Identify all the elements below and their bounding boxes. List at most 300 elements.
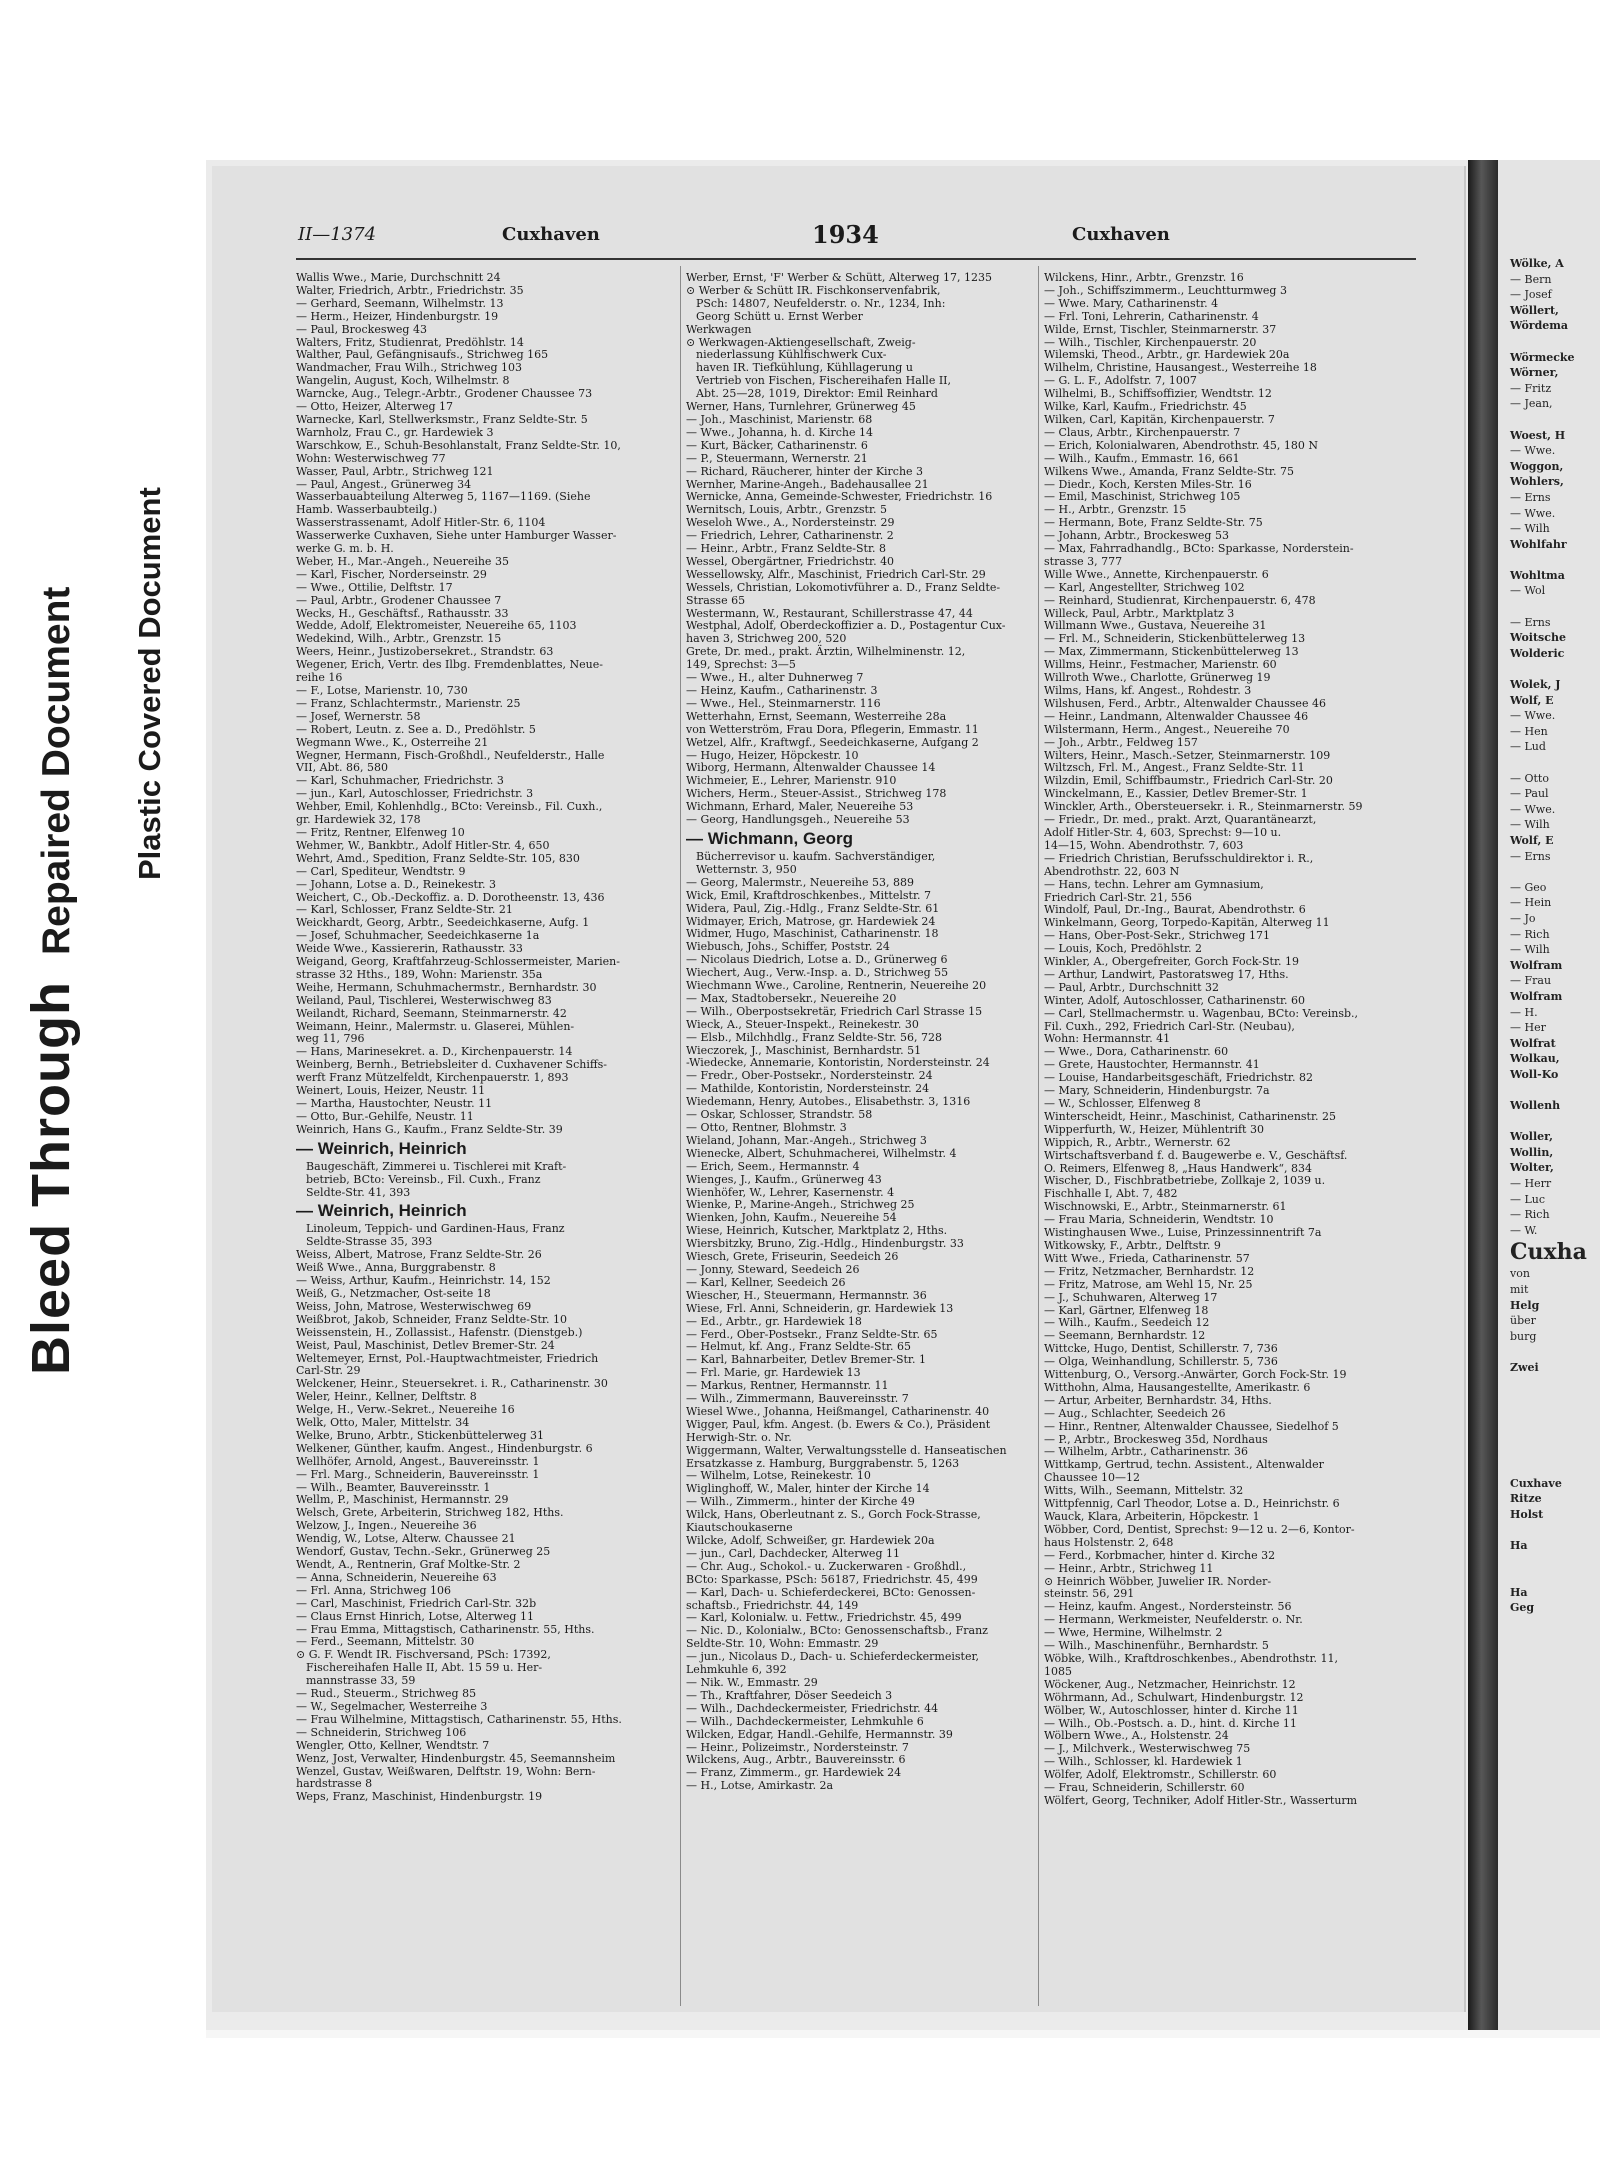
bleed-through-text: Bleed Through xyxy=(21,981,81,1375)
column-1 xyxy=(296,272,674,1804)
directory-entry: Warnecke, Karl, Stellwerksmstr., Franz Seldte-Str. 5 xyxy=(296,412,588,426)
adjacent-page-fragment: — Fritz xyxy=(1510,381,1552,395)
adjacent-page-fragment: — Jo xyxy=(1510,911,1536,925)
adjacent-page-fragment xyxy=(1498,1522,1600,1538)
directory-entry: Walther, Paul, Gefängnisaufs., Strichweg 165 xyxy=(296,348,549,362)
adjacent-page-fragment: Wöllert, xyxy=(1510,303,1559,317)
directory-entry: Wohn: Westerwischweg 77 xyxy=(296,451,446,465)
directory-entry: — Ferd., Ober-Postsekr., Franz Seldte-Str. 65 xyxy=(686,1327,938,1341)
adjacent-page-fragment: — Frau xyxy=(1510,974,1552,988)
directory-entry: — Hermann, Bote, Franz Seldte-Str. 75 xyxy=(1044,516,1263,530)
book-gutter xyxy=(1468,160,1498,2030)
adjacent-page-fragment: Zwei xyxy=(1510,1360,1539,1374)
directory-entry: — Claus Ernst Hinrich, Lotse, Alterweg 11 xyxy=(296,1609,534,1623)
directory-entry: — P., Steuermann, Wernerstr. 21 xyxy=(686,451,868,465)
directory-entry: Wilcke, Adolf, Schweißer, gr. Hardewiek 20a xyxy=(686,1534,935,1547)
directory-entry: Wellm, P., Maschinist, Hermannstr. 29 xyxy=(296,1493,509,1507)
directory-entry: — Heinz, Kaufm., Catharinenstr. 3 xyxy=(686,684,878,697)
directory-entry: — Karl, Gärtner, Elfenweg 18 xyxy=(1044,1303,1209,1317)
directory-entry: Wöbke, Wilh., Kraftdroschkenbes., Abendrothstr. 11, xyxy=(1044,1651,1339,1665)
directory-entry: Witthohn, Alma, Hausangestellte, Amerikastr. 6 xyxy=(1044,1380,1311,1394)
column-2 xyxy=(686,272,1064,1793)
directory-entry: — Th., Kraftfahrer, Döser Seedeich 3 xyxy=(686,1688,893,1702)
directory-entry: Wilms, Hans, kf. Angest., Rohdestr. 3 xyxy=(1044,684,1252,697)
directory-entry: — Wwe., Ottilie, Delftstr. 17 xyxy=(296,580,453,594)
directory-entry: VII, Abt. 86, 580 xyxy=(296,761,389,775)
adjacent-page-fragment: Wohlfahr xyxy=(1510,537,1567,551)
directory-entry: — Wilh., Oberpostsekretär, Friedrich Carl Strasse 15 xyxy=(686,1004,983,1018)
directory-entry: Werber, Ernst, 'F' Werber & Schütt, Alterweg 17, 1235 xyxy=(686,272,992,284)
directory-entry: Carl-Str. 29 xyxy=(296,1364,361,1378)
adjacent-page-fragment: Wolfram xyxy=(1510,989,1563,1003)
directory-entry: — Helmut, kf. Ang., Franz Seldte-Str. 65 xyxy=(686,1340,912,1354)
adjacent-page-fragment xyxy=(1498,1114,1600,1130)
plastic-covered-label: Plastic Covered Document xyxy=(132,487,167,880)
directory-entry: Windolf, Paul, Dr.-Ing., Baurat, Abendrothstr. 6 xyxy=(1044,903,1306,917)
directory-entry: Wöhrmann, Ad., Schulwart, Hindenburgstr. 12 xyxy=(1044,1690,1304,1704)
directory-entry: Wölfert, Georg, Techniker, Adolf Hitler-Str., Wasserturm xyxy=(1044,1793,1358,1807)
directory-entry: — Friedrich, Lehrer, Catharinenstr. 2 xyxy=(686,529,894,543)
header-rule xyxy=(296,258,1416,260)
directory-entry: — Mary, Schneiderin, Hindenburgstr. 7a xyxy=(1044,1084,1270,1098)
directory-entry: — Joh., Maschinist, Marienstr. 68 xyxy=(686,412,873,426)
directory-entry: Willms, Heinr., Festmacher, Marienstr. 60 xyxy=(1044,658,1277,672)
adjacent-page-fragment: Wördema xyxy=(1510,319,1569,333)
directory-entry: Wichers, Herm., Steuer-Assist., Strichweg 178 xyxy=(686,787,947,801)
directory-entry: Weinberg, Bernh., Betriebsleiter d. Cuxhavener Schiffs- xyxy=(296,1058,608,1072)
adjacent-page-fragment: — Her xyxy=(1510,1021,1546,1035)
directory-entry: Wienken, John, Kaufm., Neuereihe 54 xyxy=(686,1211,897,1225)
directory-entry: Wilckens, Aug., Arbtr., Bauvereinsstr. 6 xyxy=(686,1753,906,1767)
directory-entry: Wendt, A., Rentnerin, Graf Moltke-Str. 2 xyxy=(296,1558,521,1571)
directory-entry: — Max, Stadtobersekr., Neuereihe 20 xyxy=(686,991,897,1005)
directory-entry: Willroth Wwe., Charlotte, Grünerweg 19 xyxy=(1044,671,1271,685)
directory-entry: haus Holstenstr. 2, 648 xyxy=(1044,1535,1174,1549)
directory-entry: Wienges, J., Kaufm., Grünerweg 43 xyxy=(686,1172,882,1186)
directory-entry: Winckler, Arth., Obersteuersekr. i. R., Steinmarnerstr. 59 xyxy=(1044,800,1363,814)
directory-entry: Wilkens Wwe., Amanda, Franz Seldte-Str. 75 xyxy=(1044,464,1294,478)
directory-entry: — Frl. Marg., Schneiderin, Bauvereinsstr. 1 xyxy=(296,1467,540,1481)
directory-entry: — Karl, Schlosser, Franz Seldte-Str. 21 xyxy=(296,903,513,917)
directory-entry: Wittpfennig, Carl Theodor, Lotse a. D., Heinrichstr. 6 xyxy=(1044,1497,1340,1511)
directory-entry: — Karl, Angestellter, Strichweg 102 xyxy=(1044,580,1245,594)
directory-entry: ⊙ Werber & Schütt IR. Fischkonservenfabrik, xyxy=(686,283,941,297)
directory-entry: hardstrasse 8 xyxy=(296,1777,373,1791)
directory-entry: — Wilh., Tischler, Kirchenpauerstr. 20 xyxy=(1044,335,1257,349)
directory-entry: Weseloh Wwe., A., Nordersteinstr. 29 xyxy=(686,516,895,530)
directory-entry: Fil. Cuxh., 292, Friedrich Carl-Str. (Neubau), xyxy=(1044,1019,1295,1033)
directory-entry: — Karl, Kolonialw. u. Fettw., Friedrichstr. 45, 499 xyxy=(686,1611,962,1625)
directory-entry: Weihe, Hermann, Schuhmachermstr., Bernhardstr. 30 xyxy=(296,980,597,994)
adjacent-page-fragment: — Wwe. xyxy=(1510,444,1556,458)
directory-entry: O. Reimers, Elfenweg 8, „Haus Handwerk“, 834 xyxy=(1044,1161,1312,1175)
directory-entry: Wilters, Heinr., Masch.-Setzer, Steinmarnerstr. 109 xyxy=(1044,748,1331,762)
directory-entry: Wehmer, W., Bankbtr., Adolf Hitler-Str. 4, 650 xyxy=(296,838,550,852)
directory-entry: — Frau Maria, Schneiderin, Wendtstr. 10 xyxy=(1044,1213,1274,1227)
directory-entry: — Artur, Arbeiter, Bernhardstr. 34, Hths. xyxy=(1044,1393,1272,1407)
directory-entry: — Heinr., Arbtr., Strichweg 11 xyxy=(1044,1561,1214,1575)
directory-entry: reihe 16 xyxy=(296,671,343,685)
directory-entry: Wegener, Erich, Vertr. des Ilbg. Fremdenblattes, Neue- xyxy=(296,658,603,672)
directory-entry: — Carl, Maschinist, Friedrich Carl-Str. 32b xyxy=(296,1596,537,1610)
directory-entry: — Ed., Arbtr., gr. Hardewiek 18 xyxy=(686,1314,862,1328)
directory-entry: — Wwe., H., alter Duhnerweg 7 xyxy=(686,671,864,685)
directory-entry: Walters, Fritz, Studienrat, Predöhlstr. 14 xyxy=(296,335,524,349)
directory-entry: — Franz, Schlachtermstr., Marienstr. 25 xyxy=(296,696,521,710)
directory-entry: — F., Lotse, Marienstr. 10, 730 xyxy=(296,684,468,697)
directory-entry: Wilken, Carl, Kapitän, Kirchenpauerstr. 7 xyxy=(1044,412,1275,426)
directory-entry: Wiechmann Wwe., Caroline, Rentnerin, Neuereihe 20 xyxy=(686,979,987,993)
directory-entry: — Hans, Marinesekret. a. D., Kirchenpauerstr. 14 xyxy=(296,1045,573,1059)
directory-entry: Vertrieb von Fischen, Fischereihafen Halle II, xyxy=(696,374,952,388)
adjacent-page-fragment: Wolkau, xyxy=(1510,1052,1560,1066)
directory-entry: Wenz, Jost, Verwalter, Hindenburgstr. 45, Seemannsheim xyxy=(296,1751,616,1765)
directory-entry: — Georg, Malermstr., Neuereihe 53, 889 xyxy=(686,875,914,889)
directory-entry: Wölbern Wwe., A., Holstenstr. 24 xyxy=(1044,1729,1229,1743)
directory-entry: Wenzel, Gustav, Weißwaren, Delftstr. 19, Wohn: Bern- xyxy=(296,1764,596,1778)
directory-entry: — Wilh., Ob.-Postsch. a. D., hint. d. Kirche 11 xyxy=(1044,1716,1297,1730)
directory-entry: Wehber, Emil, Kohlenhdlg., BCto: Vereinsb., Fil. Cuxh., xyxy=(296,800,603,814)
adjacent-page-fragment: — Rich xyxy=(1510,1208,1550,1222)
directory-entry: Wiggermann, Walter, Verwaltungsstelle d. Hanseatischen xyxy=(686,1443,1007,1457)
adjacent-page-fragment: Wolfrat xyxy=(1510,1036,1556,1050)
adjacent-page-fragment: burg xyxy=(1510,1329,1537,1343)
adjacent-page-fragment xyxy=(1498,1344,1600,1360)
adjacent-page-fragment: — Otto xyxy=(1510,771,1549,785)
directory-entry: Wiescher, H., Steuermann, Hermannstr. 36 xyxy=(686,1288,927,1302)
directory-entry: ⊙ Heinrich Wöbber, Juwelier IR. Norder- xyxy=(1044,1574,1272,1588)
directory-entry: Wilde, Ernst, Tischler, Steinmarnerstr. 37 xyxy=(1044,322,1277,336)
directory-entry: Herwigh-Str. o. Nr. xyxy=(686,1430,792,1444)
directory-entry: Wieck, A., Steuer-Inspekt., Reinekestr. 30 xyxy=(686,1017,919,1031)
adjacent-page-fragment: Wolf, E xyxy=(1510,833,1554,847)
directory-entry: — Heinr., Arbtr., Franz Seldte-Str. 8 xyxy=(686,542,887,556)
directory-entry: Wernitsch, Louis, Arbtr., Grenzstr. 5 xyxy=(686,503,887,517)
directory-entry: Wernher, Marine-Angeh., Badehausallee 21 xyxy=(686,477,929,491)
directory-entry: Bücherrevisor u. kaufm. Sachverständiger, xyxy=(696,849,936,863)
directory-entry: — Louis, Koch, Predöhlstr. 2 xyxy=(1044,942,1202,956)
directory-entry: Fischereihafen Halle II, Abt. 15 59 u. Her- xyxy=(306,1661,543,1675)
directory-entry: Wiebusch, Johs., Schiffer, Poststr. 24 xyxy=(686,940,890,954)
directory-entry: Wasserstrassenamt, Adolf Hitler-Str. 6, 1104 xyxy=(296,516,546,530)
adjacent-page-fragment: — Wwe. xyxy=(1510,506,1556,520)
directory-entry: Weps, Franz, Maschinist, Hindenburgstr. 19 xyxy=(296,1790,543,1804)
directory-entry: — Friedr., Dr. med., prakt. Arzt, Quarantänearzt, xyxy=(1044,813,1317,827)
adjacent-page-fragment: mit xyxy=(1510,1283,1529,1296)
directory-page xyxy=(212,166,1466,2012)
directory-entry: Weißbrot, Jakob, Schneider, Franz Seldte-Str. 10 xyxy=(296,1312,567,1326)
adjacent-page-fragment: Wörner, xyxy=(1510,366,1559,380)
directory-entry: Wauck, Klara, Arbeiterin, Höpckestr. 1 xyxy=(1044,1510,1260,1523)
column-divider xyxy=(680,266,681,2006)
repaired-document-text: Repaired Document xyxy=(35,586,78,956)
directory-entry: Wichmann, Erhard, Maler, Neuereihe 53 xyxy=(686,800,914,814)
directory-entry: gr. Hardewiek 32, 178 xyxy=(296,813,421,827)
adjacent-page-fragment: — Erns xyxy=(1510,615,1551,629)
directory-entry: — Wilh., Beamter, Bauvereinsstr. 1 xyxy=(296,1480,491,1494)
adjacent-page-fragment: Woller, xyxy=(1510,1130,1553,1144)
directory-entry: werft Franz Mützelfeldt, Kirchenpauerstr. 1, 893 xyxy=(296,1071,569,1085)
directory-entry: Winkelmann, Georg, Torpedo-Kapitän, Alterweg 11 xyxy=(1044,916,1330,930)
directory-entry: — Weinrich, Heinrich xyxy=(296,1201,467,1221)
directory-entry: — Aug., Schlachter, Seedeich 26 xyxy=(1044,1406,1226,1420)
directory-entry: — Wwe. Mary, Catharinenstr. 4 xyxy=(1044,296,1219,310)
directory-entry: — Frau Wilhelmine, Mittagstisch, Catharinenstr. 55, Hths. xyxy=(296,1712,622,1726)
directory-entry: Wichmeier, E., Lehrer, Marienstr. 910 xyxy=(686,774,897,788)
directory-entry: Grete, Dr. med., prakt. Ärztin, Wilhelminenstr. 12, xyxy=(686,645,966,659)
directory-entry: Wienhöfer, W., Lehrer, Kasernenstr. 4 xyxy=(686,1185,895,1199)
directory-entry: Wiechert, Aug., Verw.-Insp. a. D., Strichweg 55 xyxy=(686,966,949,980)
bleed-through-label xyxy=(20,587,82,1375)
directory-entry: Weiss, John, Matrose, Westerwischweg 69 xyxy=(296,1299,532,1313)
directory-entry: — Kurt, Bäcker, Catharinenstr. 6 xyxy=(686,438,868,452)
directory-entry: Kiautschoukaserne xyxy=(686,1521,793,1535)
adjacent-page-fragment xyxy=(1498,1082,1600,1098)
directory-entry: betrieb, BCto: Vereinsb., Fil. Cuxh., Franz xyxy=(306,1172,541,1186)
directory-entry: — Wwe., Johanna, h. d. Kirche 14 xyxy=(686,425,873,439)
directory-entry: — Fritz, Netzmacher, Bernhardstr. 12 xyxy=(1044,1264,1255,1278)
directory-entry: — H., Arbtr., Grenzstr. 15 xyxy=(1044,503,1187,517)
directory-entry: Wipperfurth, W., Heizer, Mühlentrift 30 xyxy=(1044,1122,1264,1136)
directory-entry: Fischhalle I, Abt. 7, 482 xyxy=(1044,1187,1178,1201)
directory-entry: Wehrt, Amd., Spedition, Franz Seldte-Str. 105, 830 xyxy=(296,851,580,865)
directory-entry: Welzow, J., Ingen., Neuereihe 36 xyxy=(296,1519,477,1533)
directory-entry: — Jonny, Steward, Seedeich 26 xyxy=(686,1262,860,1276)
directory-entry: mannstrasse 33, 59 xyxy=(306,1674,416,1688)
directory-entry: — Wilh., Kaufm., Emmastr. 16, 661 xyxy=(1044,451,1240,465)
directory-entry: Wille Wwe., Annette, Kirchenpauerstr. 6 xyxy=(1044,567,1269,581)
directory-entry: — Carl, Spediteur, Wendtstr. 9 xyxy=(296,864,466,878)
directory-entry: Linoleum, Teppich- und Gardinen-Haus, Franz xyxy=(306,1222,565,1236)
directory-entry: schaftsb., Friedrichstr. 44, 149 xyxy=(686,1598,859,1612)
directory-entry: — Karl, Kellner, Seedeich 26 xyxy=(686,1275,846,1289)
directory-entry: — Otto, Bur.-Gehilfe, Neustr. 11 xyxy=(296,1109,474,1123)
adjacent-page-fragment: — Luc xyxy=(1510,1192,1546,1206)
directory-entry: Wilzdin, Emil, Schiffbaumstr., Friedrich Carl-Str. 20 xyxy=(1044,774,1333,788)
directory-entry: Weimann, Heinr., Malermstr. u. Glaserei, Mühlen- xyxy=(296,1019,575,1033)
adjacent-page-fragment: Ritze xyxy=(1510,1492,1542,1506)
directory-entry: — Weiss, Arthur, Kaufm., Heinrichstr. 14, 152 xyxy=(296,1274,551,1288)
directory-entry: Widmayer, Erich, Matrose, gr. Hardewiek 24 xyxy=(686,914,936,928)
directory-entry: 149, Sprechst: 3—5 xyxy=(686,658,796,672)
adjacent-page-fragment: — W. xyxy=(1510,1223,1538,1237)
directory-entry: — Louise, Handarbeitsgeschäft, Friedrichstr. 82 xyxy=(1044,1071,1313,1085)
adjacent-page-fragment xyxy=(1498,1569,1600,1585)
directory-entry: weg 11, 796 xyxy=(296,1032,365,1046)
directory-entry: Wöckener, Aug., Netzmacher, Heinrichstr. 12 xyxy=(1044,1677,1296,1691)
directory-entry: — Karl, Fischer, Norderseinstr. 29 xyxy=(296,567,487,581)
header-city-right: Cuxhaven xyxy=(1072,224,1170,245)
directory-entry: Weltemeyer, Ernst, Pol.-Hauptwachtmeister, Friedrich xyxy=(296,1351,599,1365)
directory-entry: — Frl. M., Schneiderin, Stickenbüttelerweg 13 xyxy=(1044,632,1306,646)
directory-entry: Winckelmann, E., Kassier, Detlev Bremer-Str. 1 xyxy=(1044,787,1308,801)
directory-entry: Wiesch, Grete, Friseurin, Seedeich 26 xyxy=(686,1250,899,1264)
directory-entry: Wendorf, Gustav, Techn.-Sekr., Grünerweg 25 xyxy=(296,1545,551,1559)
directory-entry: strasse 3, 777 xyxy=(1044,554,1123,568)
directory-entry: — Emil, Maschinist, Strichweg 105 xyxy=(1044,490,1241,504)
directory-entry: — Elsb., Milchhdlg., Franz Seldte-Str. 56, 728 xyxy=(686,1030,943,1044)
directory-entry: Weiß, G., Netzmacher, Ost-seite 18 xyxy=(296,1286,491,1300)
directory-entry: Wallis Wwe., Marie, Durchschnitt 24 xyxy=(296,272,501,284)
adjacent-page-fragment: — Paul xyxy=(1510,787,1549,801)
column-3 xyxy=(1044,272,1422,1808)
directory-entry: — Reinhard, Studienrat, Kirchenpauerstr. 6, 478 xyxy=(1044,593,1316,607)
directory-entry: Weinrich, Hans G., Kaufm., Franz Seldte-Str. 39 xyxy=(296,1122,563,1136)
directory-entry: — H., Lotse, Amirkastr. 2a xyxy=(686,1779,834,1793)
adjacent-page-fragment: Geg xyxy=(1510,1601,1535,1615)
directory-entry: Wetterhahn, Ernst, Seemann, Westerreihe 28a xyxy=(686,709,947,723)
directory-entry: — P., Arbtr., Brockesweg 35d, Nordhaus xyxy=(1044,1432,1268,1446)
directory-entry: — G. L. F., Adolfstr. 7, 1007 xyxy=(1044,374,1197,388)
directory-entry: Wandmacher, Frau Wilh., Strichweg 103 xyxy=(296,361,523,375)
directory-entry: — Hans, Ober-Post-Sekr., Strichweg 171 xyxy=(1044,929,1270,943)
directory-entry: — Rud., Steuerm., Strichweg 85 xyxy=(296,1687,477,1701)
directory-entry: — J., Schuhwaren, Alterweg 17 xyxy=(1044,1290,1218,1304)
directory-entry: Georg Schütt u. Ernst Werber xyxy=(696,309,863,323)
adjacent-page-fragment: — Wwe. xyxy=(1510,709,1556,723)
directory-entry: Warnholz, Frau C., gr. Hardewiek 3 xyxy=(296,425,494,439)
directory-entry: — Paul, Arbtr., Durchschnitt 32 xyxy=(1044,980,1219,994)
directory-entry: — Heinz, kaufm. Angest., Nordersteinstr. 56 xyxy=(1044,1600,1292,1614)
directory-entry: — Hans, techn. Lehrer am Gymnasium, xyxy=(1044,877,1264,891)
directory-entry: Wieczorek, J., Maschinist, Bernhardstr. 51 xyxy=(686,1043,922,1057)
adjacent-page-fragment: — Wilh xyxy=(1510,522,1550,536)
directory-entry: Wessellowsky, Alfr., Maschinist, Friedrich Carl-Str. 29 xyxy=(686,567,986,581)
adjacent-fragments-low xyxy=(1498,1476,1600,1616)
directory-entry: Wedde, Adolf, Elektromeister, Neuereihe 65, 1103 xyxy=(296,619,577,633)
directory-entry: Weler, Heinr., Kellner, Delftstr. 8 xyxy=(296,1390,477,1404)
adjacent-page-fragment: — Lud xyxy=(1510,740,1546,754)
directory-entry: Hamb. Wasserbaubteilg.) xyxy=(296,503,438,517)
adjacent-page-fragment: — Bern xyxy=(1510,272,1552,286)
directory-entry: — Hinr., Rentner, Altenwalder Chaussee, Siedelhof 5 xyxy=(1044,1419,1339,1433)
directory-entry: Seldte-Str. 10, Wohn: Emmastr. 29 xyxy=(686,1637,879,1651)
adjacent-page-fragment: Woggon, xyxy=(1510,459,1564,473)
adjacent-page-fragment: Woll-Ko xyxy=(1510,1067,1559,1081)
directory-entry: ⊙ G. F. Wendt IR. Fischversand, PSch: 17392, xyxy=(296,1648,551,1662)
directory-entry: Westphal, Adolf, Oberdeckoffizier a. D., Postagentur Cux- xyxy=(686,619,1006,633)
adjacent-page-fragment: — Wwe. xyxy=(1510,802,1556,816)
directory-entry: Wiedemann, Henry, Autobes., Elisabethstr. 3, 1316 xyxy=(686,1095,971,1109)
directory-entry: werke G. m. b. H. xyxy=(296,542,394,556)
page-number: II—1374 xyxy=(298,224,377,245)
directory-entry: Wilckens, Hinr., Arbtr., Grenzstr. 16 xyxy=(1044,272,1244,284)
adjacent-page-fragment xyxy=(1498,661,1600,677)
directory-entry: Wöbber, Cord, Dentist, Sprechst: 9—12 u. 2—6, Kontor- xyxy=(1044,1522,1355,1536)
directory-entry: Wölber, W., Autoschlosser, hinter d. Kirche 11 xyxy=(1044,1703,1299,1717)
directory-entry: — Joh., Schiffszimmerm., Leuchtturmweg 3 xyxy=(1044,283,1287,297)
directory-entry: — Heinr., Landmann, Altenwalder Chaussee 46 xyxy=(1044,709,1309,723)
adjacent-fragments-top xyxy=(1498,160,1600,1238)
directory-entry: — jun., Nicolaus D., Dach- u. Schieferdeckermeister, xyxy=(686,1650,979,1664)
adjacent-page-fragment: über xyxy=(1510,1314,1536,1328)
directory-entry: Weiss, Albert, Matrose, Franz Seldte-Str. 26 xyxy=(296,1248,542,1262)
directory-entry: Wecks, H., Geschäftsf., Rathausstr. 33 xyxy=(296,606,509,620)
adjacent-page-fragment: Wollenh xyxy=(1510,1099,1561,1113)
directory-entry: — jun., Carl, Dachdecker, Alterweg 11 xyxy=(686,1546,900,1560)
directory-entry: Wittcke, Hugo, Dentist, Schillerstr. 7, 736 xyxy=(1044,1342,1278,1356)
directory-entry: Ersatzkasse z. Hamburg, Burggrabenstr. 5, 1263 xyxy=(686,1456,960,1470)
directory-entry: — Josef, Schuhmacher, Seedeichkaserne 1a xyxy=(296,929,540,943)
directory-entry: Wick, Emil, Kraftdroschkenbes., Mittelstr. 7 xyxy=(686,888,931,902)
directory-entry: — Wilh., Dachdeckermeister, Lehmkuhle 6 xyxy=(686,1714,924,1728)
directory-entry: Widmer, Hugo, Maschinist, Catharinenstr. 18 xyxy=(686,927,939,941)
directory-entry: — Wilhelm, Arbtr., Catharinenstr. 36 xyxy=(1044,1445,1248,1459)
directory-entry: Wilhelm, Christine, Hausangest., Westerreihe 18 xyxy=(1044,361,1317,375)
directory-entry: — Max, Fahrradhandlg., BCto: Sparkasse, Norderstein- xyxy=(1044,542,1354,556)
adjacent-page-fragment: Wölke, A xyxy=(1510,257,1564,270)
directory-entry: Adolf Hitler-Str. 4, 603, Sprechst: 9—10 u. xyxy=(1044,825,1282,839)
directory-entry: -Wiedecke, Annemarie, Kontoristin, Nordersteinstr. 24 xyxy=(686,1056,990,1070)
directory-entry: — Otto, Heizer, Alterweg 17 xyxy=(296,400,454,414)
directory-entry: — Fredr., Ober-Postsekr., Nordersteinstr. 24 xyxy=(686,1069,933,1083)
directory-entry: — Johann, Lotse a. D., Reinekestr. 3 xyxy=(296,877,496,891)
directory-entry: Weber, H., Mar.-Angeh., Neuereihe 35 xyxy=(296,554,509,568)
directory-entry: Lehmkuhle 6, 392 xyxy=(686,1663,787,1677)
directory-entry: — Paul, Angest., Grünerweg 34 xyxy=(296,477,472,491)
directory-entry: — Martha, Haustochter, Neustr. 11 xyxy=(296,1097,493,1110)
directory-entry: Wetternstr. 3, 950 xyxy=(696,862,797,876)
directory-entry: Wiese, Heinrich, Kutscher, Marktplatz 2, Hths. xyxy=(686,1224,948,1238)
adjacent-page-fragment: — Herr xyxy=(1510,1177,1552,1191)
directory-entry: Welkener, Günther, kaufm. Angest., Hindenburgstr. 6 xyxy=(296,1441,593,1455)
directory-entry: steinstr. 56, 291 xyxy=(1044,1587,1135,1601)
directory-entry: — Grete, Haustochter, Hermannstr. 41 xyxy=(1044,1058,1260,1072)
adjacent-page-fragment xyxy=(1498,552,1600,568)
directory-entry: Wernicke, Anna, Gemeinde-Schwester, Friedrichstr. 16 xyxy=(686,490,993,504)
directory-entry: — Nicolaus Diedrich, Lotse a. D., Grünerweg 6 xyxy=(686,953,948,967)
directory-entry: Warschkow, E., Schuh-Besohlanstalt, Franz Seldte-Str. 10, xyxy=(296,438,621,452)
adjacent-page-fragment: Woitsche xyxy=(1510,631,1566,645)
directory-entry: Wangelin, August, Koch, Wilhelmstr. 8 xyxy=(296,374,510,388)
directory-entry: Wittenburg, O., Versorg.-Anwärter, Gorch Fock-Str. 19 xyxy=(1044,1368,1347,1382)
directory-entry: Wilstermann, Herm., Angest., Neuereihe 70 xyxy=(1044,722,1290,736)
directory-entry: — Wilh., Zimmermann, Bauvereinsstr. 7 xyxy=(686,1392,909,1406)
directory-entry: Wegner, Hermann, Fisch-Großhdl., Neufelderstr., Halle xyxy=(296,748,605,762)
directory-entry: — Carl, Stellmachermstr. u. Wagenbau, BCto: Vereinsb., xyxy=(1044,1006,1359,1020)
directory-entry: — Wilh., Maschinenführ., Bernhardstr. 5 xyxy=(1044,1639,1269,1653)
directory-entry: Witts, Wilh., Seemann, Mittelstr. 32 xyxy=(1044,1484,1244,1498)
adjacent-page-fragment: Wolfram xyxy=(1510,958,1563,972)
adjacent-page-fragment xyxy=(1498,1554,1600,1570)
directory-entry: Wessels, Christian, Lokomotivführer a. D., Franz Seldte- xyxy=(686,580,1001,594)
adjacent-page-fragment xyxy=(1498,412,1600,428)
directory-entry: Wilcken, Edgar, Handl.-Gehilfe, Hermannstr. 39 xyxy=(686,1727,953,1741)
directory-entry: Witt Wwe., Frieda, Catharinenstr. 57 xyxy=(1044,1251,1250,1265)
directory-entry: — Friedrich Christian, Berufsschuldirektor i. R., xyxy=(1044,851,1314,865)
directory-entry: — Wwe, Hermine, Wilhelmstr. 2 xyxy=(1044,1626,1223,1640)
directory-entry: Wiersbitzky, Bruno, Zig.-Hdlg., Hindenburgstr. 33 xyxy=(686,1237,964,1251)
scanned-spread xyxy=(206,160,1600,2030)
directory-entry: Wiborg, Hermann, Altenwalder Chaussee 14 xyxy=(686,761,936,775)
directory-entry: — Karl, Bahnarbeiter, Detlev Bremer-Str. 1 xyxy=(686,1353,926,1367)
directory-entry: — Herm., Heizer, Hindenburgstr. 19 xyxy=(296,309,499,323)
directory-entry: — Paul, Brockesweg 43 xyxy=(296,322,427,336)
directory-entry: — Schneiderin, Strichweg 106 xyxy=(296,1725,467,1739)
directory-entry: Wendig, W., Lotse, Alterw. Chaussee 21 xyxy=(296,1532,516,1546)
directory-entry: Wilke, Karl, Kaufm., Friedrichstr. 45 xyxy=(1044,400,1247,414)
directory-entry: Wengler, Otto, Kellner, Wendtstr. 7 xyxy=(296,1738,490,1752)
directory-entry: Wilck, Hans, Oberleutnant z. S., Gorch Fock-Strasse, xyxy=(686,1508,981,1522)
adjacent-page-fragment: Wohlers, xyxy=(1510,475,1564,489)
directory-entry: — Richard, Räucherer, hinter der Kirche 3 xyxy=(686,464,924,478)
directory-entry: Wischnowski, E., Arbtr., Steinmarnerstr. 61 xyxy=(1044,1200,1287,1214)
directory-entry: — Erich, Seem., Hermannstr. 4 xyxy=(686,1159,860,1173)
directory-entry: Willmann Wwe., Gustava, Neuereihe 31 xyxy=(1044,619,1267,633)
directory-entry: BCto: Sparkasse, PSch: 56187, Friedrichstr. 45, 499 xyxy=(686,1572,978,1586)
directory-entry: Wippich, R., Arbtr., Wernerstr. 62 xyxy=(1044,1135,1231,1149)
directory-entry: — Wilh., Zimmerm., hinter der Kirche 49 xyxy=(686,1495,915,1509)
